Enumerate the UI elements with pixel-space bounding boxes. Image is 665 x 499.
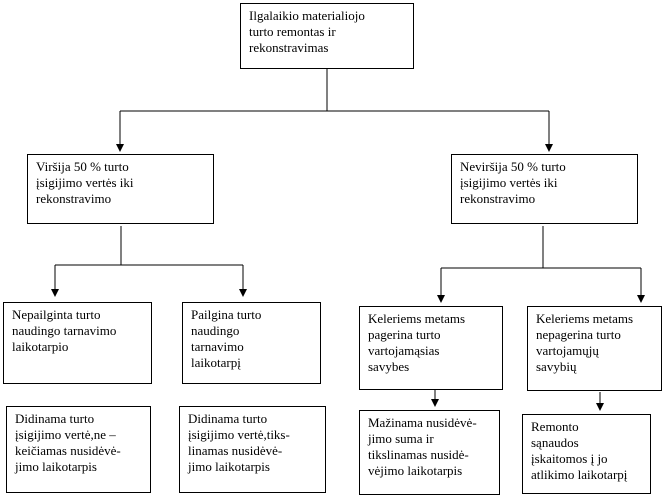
node-branch-right: Neviršija 50 % turto įsigijimo vertės iki rekonstravimo bbox=[451, 154, 638, 224]
node-leaf-3: Keleriems metams pagerina turto vartojamąsias savybes bbox=[359, 306, 503, 390]
node-result-4: Remonto sąnaudos įskaitomos į jo atlikimo laikotarpį bbox=[522, 414, 651, 494]
node-leaf-2: Pailgina turto naudingo tarnavimo laikotarpį bbox=[182, 302, 321, 384]
node-root: Ilgalaikio materialiojo turto remontas ir rekonstravimas bbox=[240, 3, 414, 69]
node-result-2: Didinama turto įsigijimo vertė,tiks- linamas nusidėvė- jimo laikotarpis bbox=[179, 406, 326, 493]
node-leaf-1: Nepailginta turto naudingo tarnavimo laikotarpio bbox=[3, 302, 152, 384]
node-leaf-4: Keleriems metams nepagerina turto vartojamųjų savybių bbox=[527, 306, 662, 391]
node-result-3: Mažinama nusidėvė- jimo suma ir tikslinamas nusidė- vėjimo laikotarpis bbox=[359, 410, 500, 495]
node-result-1: Didinama turto įsigijimo vertė,ne – keičiamas nusidėvė- jimo laikotarpis bbox=[6, 406, 151, 493]
node-branch-left: Viršija 50 % turto įsigijimo vertės iki rekonstravimo bbox=[27, 154, 214, 224]
